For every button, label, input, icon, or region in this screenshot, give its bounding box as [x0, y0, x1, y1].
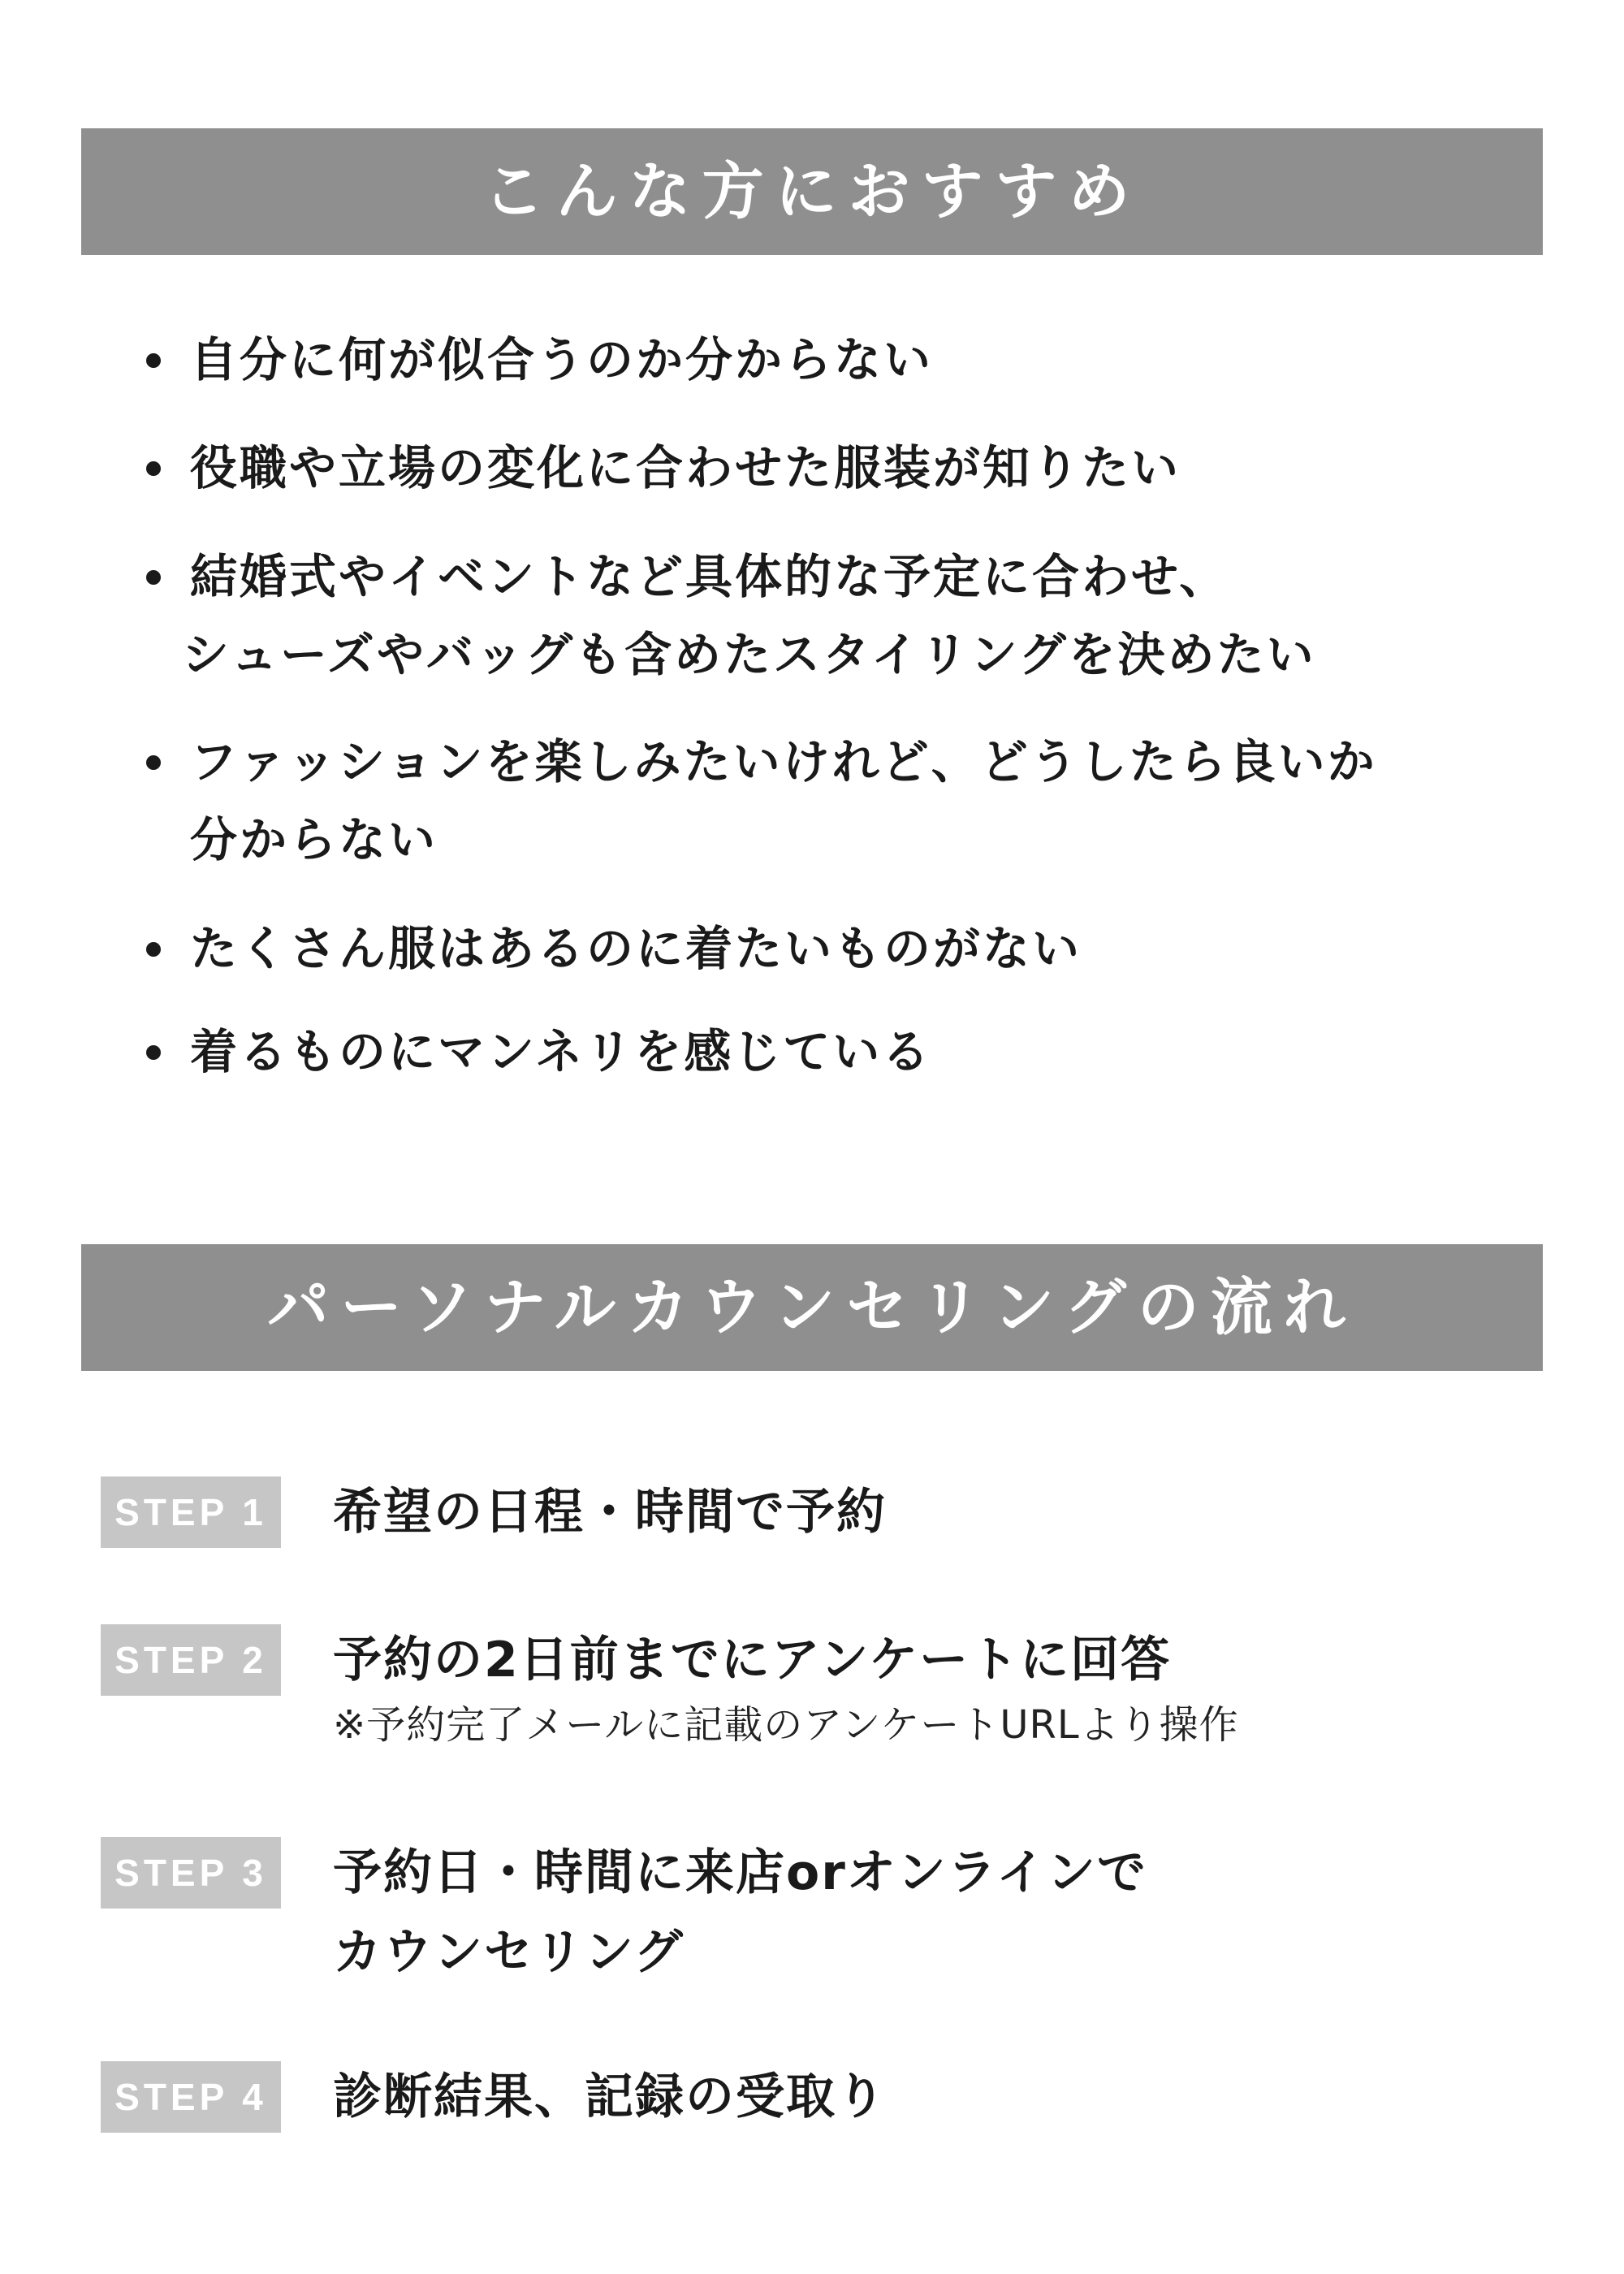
step-badge: STEP 4	[101, 2061, 281, 2133]
bullet-icon	[146, 353, 161, 368]
list-item	[146, 910, 1543, 988]
list-item-text: 自分に何が似合うのか分からない	[190, 332, 934, 387]
list-item-text: たくさん服はあるのに着たいものがない	[190, 921, 1082, 976]
list-item-text-continued: シューズやバッグも含めたスタイリングを決めたい	[182, 627, 1316, 682]
step-badge: STEP 1	[101, 1476, 281, 1548]
list-item-text: ファッションを楽しみたいけれど、どうしたら良いか	[190, 734, 1377, 789]
list-item	[146, 321, 1543, 399]
step-title-continued: カウンセリング	[333, 1924, 685, 1981]
step-badge: STEP 3	[101, 1837, 281, 1909]
list-item	[146, 723, 1543, 879]
list-item	[146, 538, 1543, 694]
list-item	[146, 1013, 1543, 1091]
bullet-icon	[146, 942, 161, 957]
step-badge: STEP 2	[101, 1624, 281, 1696]
list-item-text: 着るものにマンネリを感じている	[190, 1024, 932, 1079]
bullet-icon	[146, 570, 161, 585]
bullet-icon	[146, 461, 161, 476]
bullet-icon	[146, 755, 161, 770]
list-item-text-continued: 分からない	[190, 812, 438, 867]
step-title: 予約の2日前までにアンケートに回答	[333, 1632, 1172, 1688]
list-item-text: 結婚式やイベントなど具体的な予定に合わせ、	[190, 549, 1229, 604]
section-title-flow: パーソナルカウンセリングの流れ	[81, 1244, 1543, 1371]
list-item-text: 役職や立場の変化に合わせた服装が知りたい	[190, 440, 1181, 495]
list-item	[146, 429, 1543, 507]
step-title: 診断結果、記録の受取り	[333, 2069, 887, 2125]
bullet-icon	[146, 1045, 161, 1060]
step-note: ※予約完了メールに記載のアンケートURLより操作	[333, 1702, 1239, 1748]
step-title: 希望の日程・時間で予約	[333, 1484, 887, 1541]
section-title-recommend: こんな方におすすめ	[81, 128, 1543, 255]
step-title: 予約日・時間に来店orオンラインで	[333, 1844, 1148, 1901]
